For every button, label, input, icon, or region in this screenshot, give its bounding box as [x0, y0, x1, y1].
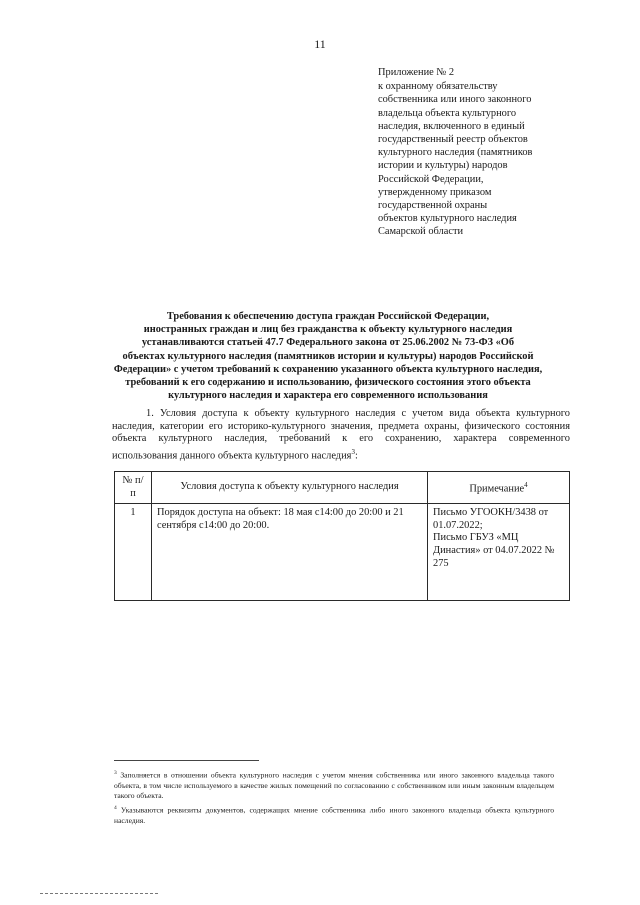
appendix-line: Самарской области — [378, 226, 464, 238]
footnote-ref: 4 — [524, 481, 528, 490]
appendix-line: утвержденному приказом — [378, 186, 492, 198]
note-line: Письмо УГООКН/3438 от 01.07.2022; — [433, 507, 549, 531]
heading-line: устанавливаются статьей 47.7 Федерального закона от 25.06.2002 № 73-ФЗ «Об — [141, 337, 515, 349]
note-line: Письмо ГБУЗ «МЦ Династия» от 04.07.2022 № 275 — [433, 532, 555, 569]
appendix-line: объектов культурного наследия — [378, 213, 517, 225]
paragraph-line: 1. Условия доступа к объекту культурного наследия с учетом вида объекта культурного — [146, 408, 570, 419]
footnote-number: 4 — [114, 805, 117, 812]
page-number: 11 — [314, 37, 326, 51]
header-note-label: Примечание — [469, 483, 525, 495]
row-conditions: Порядок доступа на объект: 18 мая с14:00 до 20:00 и 21 сентября с14:00 до 20:00. — [152, 504, 428, 601]
header-num: № п/п — [115, 472, 152, 504]
heading-line: объектах культурного наследия (памятников истории и культуры) народов Российской — [122, 350, 534, 362]
paragraph-line: объекта культурного наследия, требований к его сохранению, характера современного — [112, 433, 570, 445]
footnote — [114, 803, 554, 826]
appendix-line: наследия, включенного в единый — [378, 120, 525, 132]
heading-line: требований к его содержанию и использованию, физического состояния этого объекта — [125, 377, 531, 389]
appendix-line: государственный реестр объектов — [378, 134, 528, 146]
footnotes — [114, 768, 554, 828]
paragraph-punct: : — [354, 450, 358, 462]
footnote-separator — [114, 760, 259, 761]
appendix-line: к охранному обязательству — [378, 81, 498, 93]
appendix-title: Приложение № 2 — [378, 67, 455, 78]
table-header-row — [115, 472, 570, 504]
table-row — [115, 504, 570, 601]
footnote-text: Указываются реквизиты документов, содержащих мнение собственника либо иного законного владельца объекта культурного наследия. — [114, 805, 554, 825]
row-note — [428, 504, 570, 601]
header-note — [428, 472, 570, 504]
heading-line: иностранных граждан и лиц без гражданства к объекту культурного наследия — [143, 324, 513, 336]
document-heading — [108, 310, 548, 402]
appendix-line: культурного наследия (памятников — [378, 147, 533, 159]
heading-line: культурного наследия и характера его современного использования — [168, 390, 488, 402]
heading-line: Требования к обеспечению доступа граждан Российской Федерации, — [166, 311, 490, 322]
footnote-text: Заполняется в отношении объекта культурного наследия с учетом мнения собственника или иного законного владельца такого объекта, в том числе используемого в качестве жилых помещений по согласованию с собственником или иным законным владельцем такого объекта. — [114, 770, 554, 800]
paragraph-line-last — [112, 446, 570, 463]
bottom-divider — [40, 893, 158, 894]
paragraph-line: наследия, категории его историко-культурного значения, предмета охраны, физического состояния — [112, 420, 570, 432]
footnote-number: 3 — [114, 770, 117, 776]
appendix-line: собственника или иного законного — [378, 94, 532, 106]
heading-line: Федерации» с учетом требований к сохранению указанного объекта культурного наследия, — [113, 363, 543, 375]
appendix-line: Российской Федерации, — [378, 173, 484, 185]
row-num: 1 — [115, 504, 152, 601]
footnote-ref: 3 — [351, 447, 355, 456]
appendix-block — [378, 66, 588, 239]
paragraph-line: использования данного объекта культурного наследия — [112, 450, 352, 462]
header-conditions: Условия доступа к объекту культурного наследия — [152, 472, 428, 504]
appendix-line: владельца объекта культурного — [378, 107, 517, 119]
footnote — [114, 768, 554, 801]
appendix-line: государственной охраны — [378, 200, 488, 212]
access-table — [114, 471, 570, 601]
appendix-line: истории и культуры) народов — [378, 160, 508, 172]
access-conditions-paragraph — [112, 408, 570, 463]
